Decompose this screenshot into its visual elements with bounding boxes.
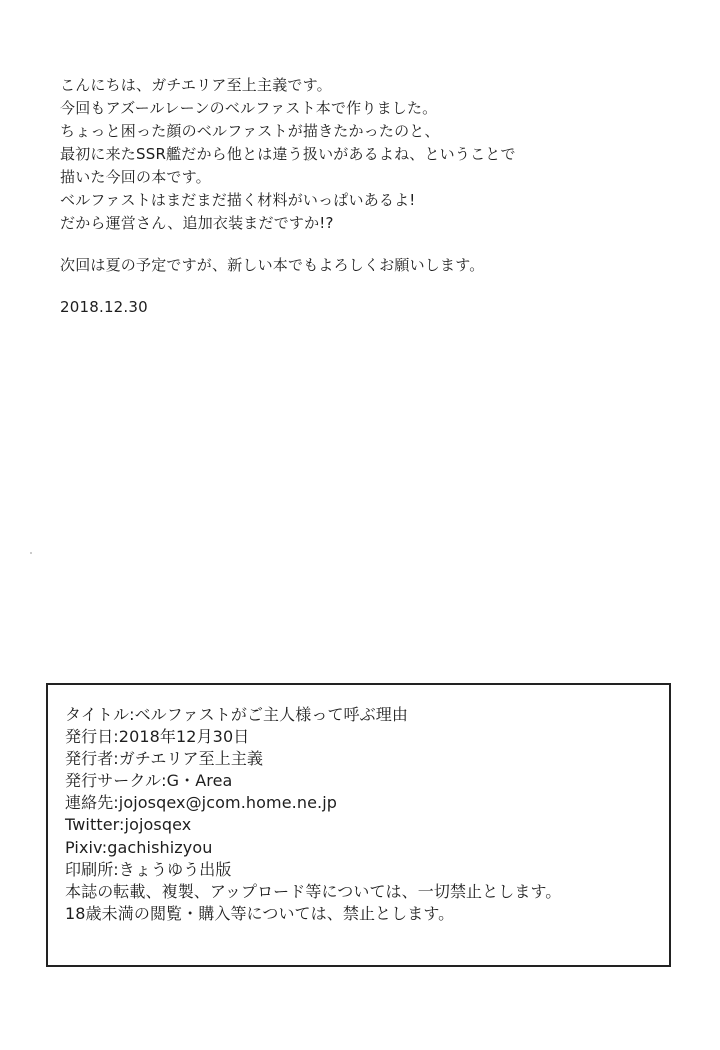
- afterword-line: ベルファストはまだまだ描く材料がいっぱいあるよ!: [60, 191, 416, 209]
- afterword-line: こんにちは、ガチエリア至上主義です。: [60, 76, 332, 94]
- colophon-issue-date: 発行日:2018年12月30日: [65, 727, 250, 747]
- afterword-date: 2018.12.30: [60, 298, 148, 316]
- afterword-closing: 次回は夏の予定ですが、新しい本でもよろしくお願いします。: [60, 256, 485, 274]
- colophon-rows: [65, 704, 561, 925]
- colophon-box: [46, 683, 671, 967]
- colophon-circle: 発行サークル:G・Area: [65, 771, 233, 791]
- paragraph-gap: [60, 235, 680, 254]
- afterword-line: 描いた今回の本です。: [60, 168, 211, 186]
- colophon-publisher: 発行者:ガチエリア至上主義: [65, 749, 264, 769]
- colophon-contact: 連絡先:jojosqex@jcom.home.ne.jp: [65, 793, 338, 813]
- colophon-title: タイトル:ベルファストがご主人様って呼ぶ理由: [65, 705, 408, 724]
- afterword-line: 今回もアズールレーンのベルファスト本で作りました。: [60, 99, 438, 117]
- colophon-printer: 印刷所:きょうゆう出版: [65, 859, 232, 879]
- colophon-notice-age: 18歳未満の閲覧・購入等については、禁止とします。: [65, 903, 455, 923]
- colophon-twitter: Twitter:jojosqex: [65, 815, 192, 835]
- afterword-text: [60, 74, 680, 319]
- colophon-notice-reproduction: 本誌の転載、複製、アップロード等については、一切禁止とします。: [65, 881, 562, 901]
- paragraph-gap: [60, 277, 680, 296]
- colophon-pixiv: Pixiv:gachishizyou: [65, 837, 213, 857]
- scan-speck: [30, 552, 32, 554]
- afterword-line: 最初に来たSSR艦だから他とは違う扱いがあるよね、ということで: [60, 145, 516, 163]
- afterword-line: ちょっと困った顔のベルファストが描きたかったのと、: [60, 122, 440, 140]
- afterword-line: だから運営さん、追加衣装まだですか!?: [60, 214, 334, 232]
